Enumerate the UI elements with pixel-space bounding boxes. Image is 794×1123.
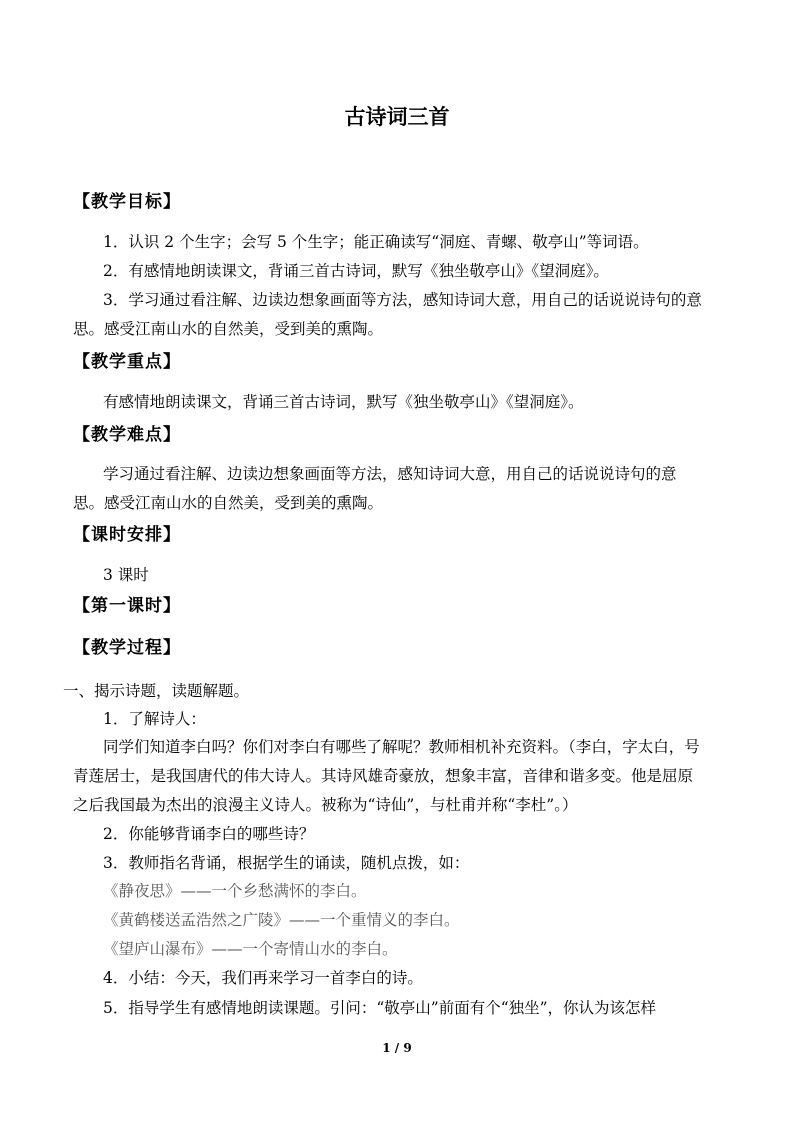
process-line: 《望庐山瀑布》——一个寄情山水的李白。 bbox=[103, 940, 398, 958]
objectives-heading: 【教学目标】 bbox=[73, 192, 181, 212]
process-line: 一、揭示诗题，读题解题。 bbox=[63, 682, 250, 700]
process-line: 《黄鹤楼送孟浩然之广陵》——一个重情义的李白。 bbox=[103, 911, 460, 929]
schedule-heading: 【课时安排】 bbox=[73, 525, 181, 545]
process-line: 2．你能够背诵李白的哪些诗？ bbox=[103, 825, 315, 843]
objective-line: 思。感受江南山水的自然美，受到美的熏陶。 bbox=[73, 320, 384, 338]
process-line: 青莲居士，是我国唐代的伟大诗人。其诗风雄奇豪放，想象丰富，音律和谐多变。他是屈原 bbox=[73, 767, 694, 785]
process-line: 之后我国最为杰出的浪漫主义诗人。被称为“诗仙”，与杜甫并称“李杜”。） bbox=[73, 796, 578, 814]
process-line: 5．指导学生有感情地朗读课题。引问：“敬亭山”前面有个“独坐”，你认为该怎样 bbox=[103, 999, 657, 1017]
process-line: 同学们知道李白吗？你们对李白有哪些了解呢？教师相机补充资料。（李白，字太白，号 bbox=[103, 738, 700, 756]
key-points-heading: 【教学重点】 bbox=[73, 352, 181, 372]
difficulties-heading: 【教学难点】 bbox=[73, 425, 181, 445]
first-lesson-heading: 【第一课时】 bbox=[73, 596, 181, 616]
objective-line: 3．学习通过看注解、边读边想象画面等方法，感知诗词大意，用自己的话说说诗句的意 bbox=[103, 291, 702, 309]
difficulties-line: 思。感受江南山水的自然美，受到美的熏陶。 bbox=[73, 494, 384, 512]
difficulties-line: 学习通过看注解、边读边想象画面等方法，感知诗词大意，用自己的话说说诗句的意 bbox=[103, 465, 677, 483]
process-line: 《静夜思》——一个乡愁满怀的李白。 bbox=[103, 882, 367, 900]
objective-line: 2．有感情地朗读课文，背诵三首古诗词，默写《独坐敬亭山》《望洞庭》。 bbox=[103, 262, 609, 280]
schedule-text: 3 课时 bbox=[103, 566, 149, 584]
page-title: 古诗词三首 bbox=[344, 104, 450, 129]
page-number: 1 / 9 bbox=[382, 1041, 412, 1055]
key-points-text: 有感情地朗读课文，背诵三首古诗词，默写《独坐敬亭山》《望洞庭》。 bbox=[103, 393, 584, 411]
objective-line: 1．认识 2 个生字；会写 5 个生字；能正确读写“洞庭、青螺、敬亭山”等词语。 bbox=[103, 233, 649, 251]
process-heading: 【教学过程】 bbox=[73, 638, 181, 658]
process-line: 3．教师指名背诵，根据学生的诵读，随机点拨，如： bbox=[103, 854, 470, 872]
process-line: 4．小结：今天，我们再来学习一首李白的诗。 bbox=[103, 969, 423, 987]
process-line: 1．了解诗人： bbox=[103, 710, 206, 728]
